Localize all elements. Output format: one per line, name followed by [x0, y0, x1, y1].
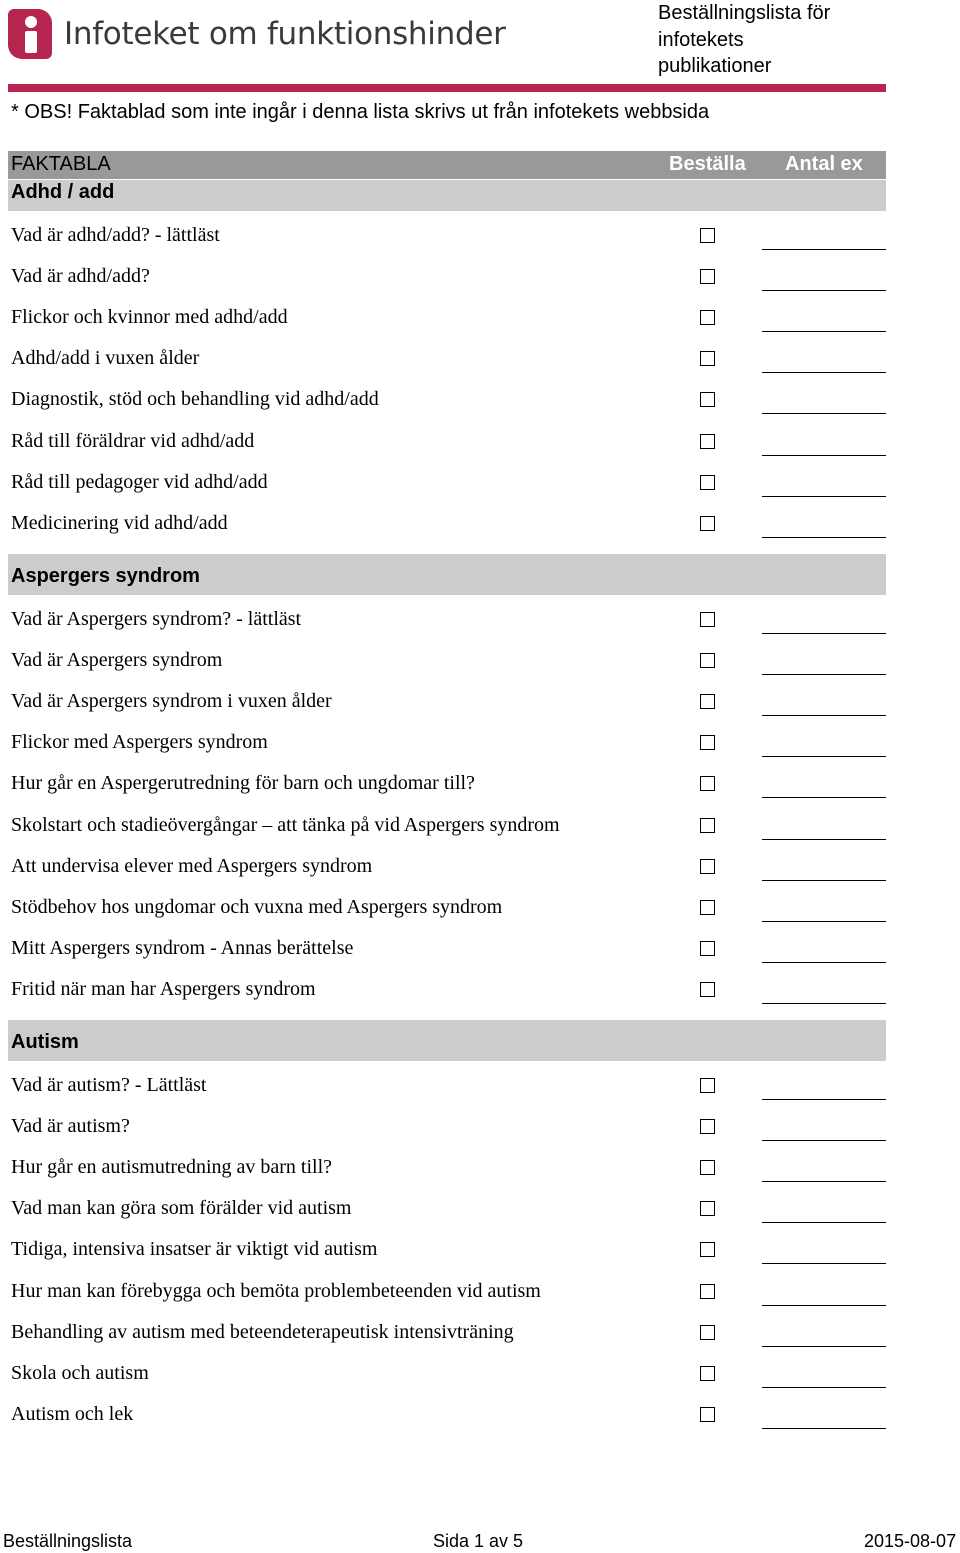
publication-row	[8, 855, 886, 896]
publication-title: Hur går en Aspergerutredning för barn och ungdomar till?	[11, 772, 475, 794]
publication-row	[8, 224, 886, 265]
section-header	[8, 554, 886, 595]
footer-page: Sida 1 av 5	[433, 1531, 524, 1551]
publication-title: Autism och lek	[11, 1403, 134, 1425]
order-checkbox[interactable]	[700, 516, 715, 531]
publication-row	[8, 978, 886, 1019]
publication-title: Mitt Aspergers syndrom - Annas berättelse	[11, 937, 354, 959]
column-title: FAKTABLA	[11, 153, 111, 175]
order-checkbox[interactable]	[700, 269, 715, 284]
quantity-field[interactable]	[762, 1099, 886, 1100]
publication-title: Flickor med Aspergers syndrom	[11, 731, 268, 753]
quantity-field[interactable]	[762, 496, 886, 497]
order-checkbox[interactable]	[700, 392, 715, 407]
order-checkbox[interactable]	[700, 1325, 715, 1340]
quantity-field[interactable]	[762, 331, 886, 332]
document-title-line: publikationer	[658, 55, 772, 77]
quantity-field[interactable]	[762, 1428, 886, 1429]
publication-row	[8, 772, 886, 813]
section-title: Aspergers syndrom	[11, 565, 200, 587]
order-checkbox[interactable]	[700, 1119, 715, 1134]
footer-left: Beställningslista	[3, 1531, 133, 1551]
order-checkbox[interactable]	[700, 310, 715, 325]
quantity-field[interactable]	[762, 372, 886, 373]
publication-row	[8, 471, 886, 512]
publication-row	[8, 690, 886, 731]
publication-title: Tidiga, intensiva insatser är viktigt vid autism	[11, 1238, 378, 1260]
order-checkbox[interactable]	[700, 1284, 715, 1299]
logo-text: Infoteket om funktionshinder	[64, 16, 506, 52]
section-header	[8, 1020, 886, 1061]
order-checkbox[interactable]	[700, 475, 715, 490]
publication-row	[8, 814, 886, 855]
order-checkbox[interactable]	[700, 735, 715, 750]
publication-title: Vad är adhd/add?	[11, 265, 150, 287]
publication-title: Skolstart och stadieövergångar – att tänka på vid Aspergers syndrom	[11, 814, 560, 836]
order-checkbox[interactable]	[700, 612, 715, 627]
publication-row	[8, 388, 886, 429]
publication-row	[8, 896, 886, 937]
section-title: Adhd / add	[11, 181, 115, 203]
publication-row	[8, 512, 886, 553]
order-checkbox[interactable]	[700, 1242, 715, 1257]
quantity-field[interactable]	[762, 1346, 886, 1347]
publication-title: Råd till föräldrar vid adhd/add	[11, 430, 255, 452]
order-checkbox[interactable]	[700, 351, 715, 366]
notice-text: * OBS! Faktablad som inte ingår i denna lista skrivs ut från infotekets webbsida	[11, 101, 710, 123]
quantity-field[interactable]	[762, 1181, 886, 1182]
order-checkbox[interactable]	[700, 859, 715, 874]
quantity-field[interactable]	[762, 962, 886, 963]
publication-title: Adhd/add i vuxen ålder	[11, 347, 200, 369]
quantity-field[interactable]	[762, 1003, 886, 1004]
publication-title: Hur man kan förebygga och bemöta problembeteenden vid autism	[11, 1280, 541, 1302]
quantity-field[interactable]	[762, 455, 886, 456]
publication-row	[8, 731, 886, 772]
order-checkbox[interactable]	[700, 1201, 715, 1216]
publication-title: Flickor och kvinnor med adhd/add	[11, 306, 288, 328]
publication-row	[8, 265, 886, 306]
column-header-bar	[8, 151, 886, 179]
publication-title: Hur går en autismutredning av barn till?	[11, 1156, 333, 1178]
order-checkbox[interactable]	[700, 1078, 715, 1093]
info-icon	[8, 9, 52, 59]
publication-title: Medicinering vid adhd/add	[11, 512, 228, 534]
publication-title: Vad är Aspergers syndrom	[11, 649, 223, 671]
publication-row	[8, 649, 886, 690]
publication-row	[8, 1074, 886, 1115]
order-checkbox[interactable]	[700, 776, 715, 791]
publication-title: Fritid när man har Aspergers syndrom	[11, 978, 316, 1000]
quantity-field[interactable]	[762, 674, 886, 675]
quantity-field[interactable]	[762, 1387, 886, 1388]
publication-row	[8, 306, 886, 347]
quantity-field[interactable]	[762, 921, 886, 922]
publication-title: Vad man kan göra som förälder vid autism	[11, 1197, 352, 1219]
order-checkbox[interactable]	[700, 434, 715, 449]
publication-row	[8, 1156, 886, 1197]
quantity-field[interactable]	[762, 1305, 886, 1306]
logo	[8, 8, 506, 60]
section-header	[8, 180, 886, 211]
quantity-field[interactable]	[762, 1222, 886, 1223]
order-checkbox[interactable]	[700, 228, 715, 243]
order-checkbox[interactable]	[700, 694, 715, 709]
order-checkbox[interactable]	[700, 1160, 715, 1175]
publication-title: Behandling av autism med beteendeterapeutisk intensivträning	[11, 1321, 514, 1343]
order-checkbox[interactable]	[700, 982, 715, 997]
order-checkbox[interactable]	[700, 818, 715, 833]
document-title-line: Beställningslista för	[658, 2, 831, 24]
publication-title: Skola och autism	[11, 1362, 149, 1384]
quantity-field[interactable]	[762, 633, 886, 634]
publication-title: Diagnostik, stöd och behandling vid adhd/add	[11, 388, 379, 410]
quantity-field[interactable]	[762, 537, 886, 538]
document-title-line: infotekets	[658, 28, 744, 51]
publication-row	[8, 1362, 886, 1403]
publication-title: Stödbehov hos ungdomar och vuxna med Aspergers syndrom	[11, 896, 503, 918]
publication-row	[8, 1403, 886, 1444]
quantity-field[interactable]	[762, 880, 886, 881]
quantity-field[interactable]	[762, 756, 886, 757]
footer-date: 2015-08-07	[864, 1531, 957, 1551]
quantity-field[interactable]	[762, 413, 886, 414]
publication-row	[8, 608, 886, 649]
order-checkbox[interactable]	[700, 653, 715, 668]
publication-title: Vad är Aspergers syndrom i vuxen ålder	[11, 690, 332, 712]
order-checkbox[interactable]	[700, 1407, 715, 1422]
publication-row	[8, 430, 886, 471]
column-order: Beställa	[669, 153, 746, 175]
order-checkbox[interactable]	[700, 900, 715, 915]
quantity-field[interactable]	[762, 1263, 886, 1264]
publication-row	[8, 937, 886, 978]
header-divider	[8, 84, 886, 92]
quantity-field[interactable]	[762, 249, 886, 250]
quantity-field[interactable]	[762, 839, 886, 840]
publication-title: Vad är autism? - Lättläst	[11, 1074, 207, 1096]
publication-row	[8, 347, 886, 388]
quantity-field[interactable]	[762, 797, 886, 798]
quantity-field[interactable]	[762, 1140, 886, 1141]
publication-title: Vad är autism?	[11, 1115, 130, 1137]
order-checkbox[interactable]	[700, 941, 715, 956]
publication-row	[8, 1238, 886, 1279]
column-quantity: Antal ex	[785, 153, 863, 175]
section-title: Autism	[11, 1031, 79, 1053]
publication-row	[8, 1115, 886, 1156]
publication-title: Vad är adhd/add? - lättläst	[11, 224, 220, 246]
quantity-field[interactable]	[762, 290, 886, 291]
publication-title: Att undervisa elever med Aspergers syndrom	[11, 855, 373, 877]
publication-row	[8, 1280, 886, 1321]
quantity-field[interactable]	[762, 715, 886, 716]
publication-row	[8, 1321, 886, 1362]
publication-title: Vad är Aspergers syndrom? - lättläst	[11, 608, 302, 630]
publication-row	[8, 1197, 886, 1238]
order-checkbox[interactable]	[700, 1366, 715, 1381]
publication-title: Råd till pedagoger vid adhd/add	[11, 471, 268, 493]
document-title	[658, 0, 830, 80]
